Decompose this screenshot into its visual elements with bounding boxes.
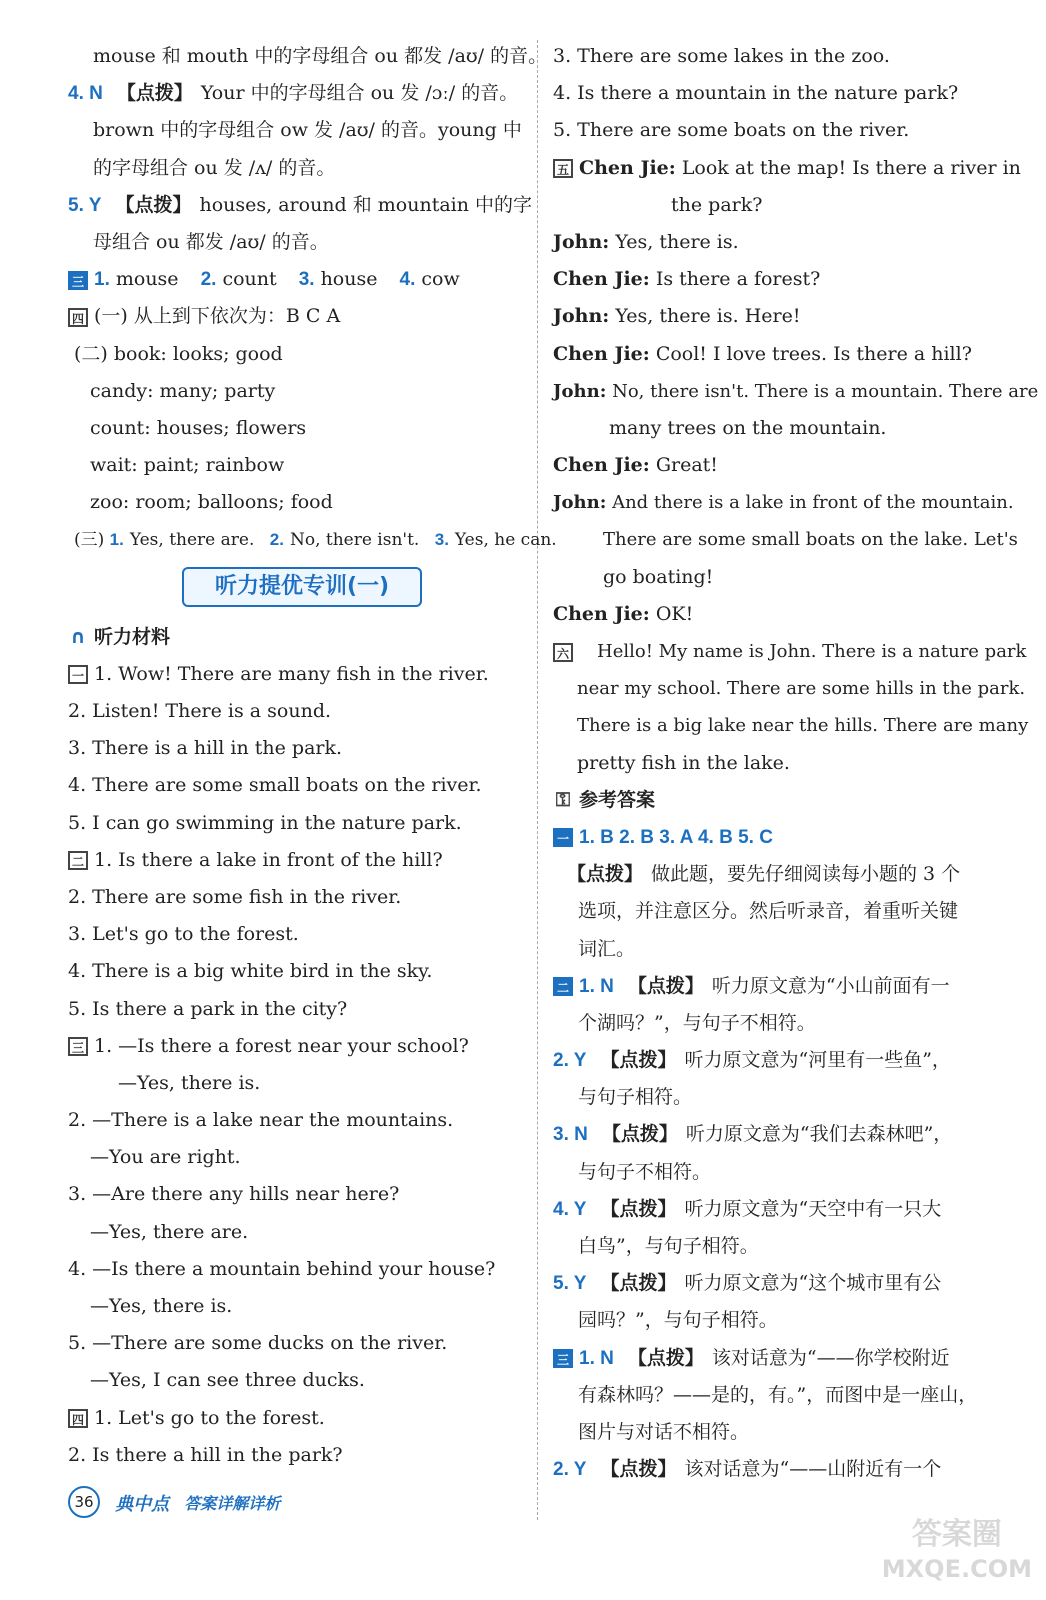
watermark-top: 答案圈 (911, 1517, 1002, 1552)
answer-item (553, 819, 1005, 856)
text-line: zoo: room; balloons; food (90, 491, 333, 514)
answer-item (553, 1265, 1005, 1302)
answer-number: 1. N (579, 1347, 614, 1369)
answer-item (553, 968, 1005, 1005)
answer-number: 2. Y (553, 1459, 587, 1481)
list-item: —Yes, there is. (90, 1295, 233, 1317)
list-item (68, 1400, 523, 1437)
speaker: Chen Jie: (553, 454, 650, 477)
hint-tag: 【点拨】 (600, 1197, 677, 1220)
dialogue-text: No, there isn't. There is a mountain. There are (612, 380, 1039, 402)
speaker: John: (553, 230, 610, 253)
watermark (882, 1518, 1032, 1586)
answer-number: 5. Y (553, 1273, 587, 1295)
banner-title: 听力提优专训(一) (182, 567, 422, 607)
item-text: 1. Wow! There are many fish in the river. (94, 662, 489, 685)
dialogue-line (553, 373, 1039, 410)
column-divider (537, 40, 538, 1520)
text-line: 母组合 ou 都发 /aʊ/ 的音。 (93, 230, 329, 253)
answer-number: 3. N (553, 1124, 588, 1146)
section-banner (182, 563, 418, 613)
dialogue-text: Yes, there is. (615, 230, 739, 253)
list-item: 2. Listen! There is a sound. (68, 700, 332, 722)
hint-tag: 【点拨】 (600, 1458, 677, 1481)
list-item: 5. There are some boats on the river. (553, 119, 910, 142)
answer-text: No, there isn't. (289, 530, 420, 551)
list-item: 3. There is a hill in the park. (68, 737, 343, 760)
list-item: 3. Let's go to the forest. (68, 923, 299, 946)
text-line: 园吗？”，与句子相符。 (578, 1309, 778, 1332)
speaker: Chen Jie: (553, 602, 650, 625)
list-item: 3. There are some lakes in the zoo. (553, 45, 890, 67)
list-item: 4. —Is there a mountain behind your house? (68, 1257, 496, 1280)
dialogue-text: OK! (655, 602, 694, 625)
passage-text: Hello! My name is John. There is a nature park (597, 641, 1027, 662)
dialogue-line: many trees on the mountain. (609, 416, 887, 439)
answer-number: 3. (434, 530, 449, 550)
speaker: Chen Jie: (553, 342, 650, 365)
answer-item (553, 1116, 1005, 1153)
dialogue-line: go boating! (603, 565, 714, 588)
dialogue-line (553, 224, 1005, 261)
answer-text: 该对话意为“——山附近有一个 (684, 1458, 942, 1481)
answer-text: Yes, there are. (129, 530, 255, 551)
section-one-icon: 一 (553, 828, 573, 847)
dialogue-line (553, 261, 1005, 298)
dialogue-text: And there is a lake in front of the mountain. (612, 492, 1014, 514)
page-number: 36 (68, 1486, 100, 1518)
text-line: count: houses; flowers (90, 416, 307, 439)
section-five-icon: 五 (553, 159, 573, 178)
section-two-icon: 二 (553, 977, 573, 996)
key-icon: ⚿ (555, 788, 571, 811)
text-line: mouse 和 mouth 中的字母组合 ou 都发 /aʊ/ 的音。 (93, 45, 548, 67)
text-line: 个湖吗？”，与句子不相符。 (578, 1011, 816, 1034)
answer-text: Your 中的字母组合 ou 发 /ɔː/ 的音。 (200, 82, 519, 105)
hint-tag: 【点拨】 (627, 974, 704, 997)
list-item: 5. I can go swimming in the nature park. (68, 811, 462, 834)
hint-tag: 【点拨】 (601, 1123, 678, 1146)
section-one-icon: 一 (68, 665, 88, 684)
answer-text: 听力原文意为“我们去森林吧”， (685, 1123, 953, 1146)
answer-number: 3. (298, 269, 315, 291)
list-item: 2. There are some fish in the river. (68, 885, 402, 908)
answer-item (68, 187, 533, 224)
text-line: brown 中的字母组合 ow 发 /aʊ/ 的音。young 中 (93, 119, 522, 142)
passage-line: There is a big lake near the hills. There are many (577, 715, 1029, 737)
hint-tag: 【点拨】 (115, 193, 192, 216)
section-three-icon: 三 (553, 1349, 573, 1368)
section-three-icon: 三 (68, 1037, 88, 1056)
speaker: John: (553, 492, 607, 514)
speaker: John: (553, 380, 607, 402)
answer-number: 5. Y (68, 194, 102, 216)
text-line: 词汇。 (578, 937, 636, 960)
answer-number: 4. N (68, 83, 103, 105)
page-footer (68, 1486, 280, 1516)
left-column (68, 38, 557, 1474)
answer-text: 听力原文意为“这个城市里有公 (684, 1272, 942, 1295)
answer-text: 听力原文意为“天空中有一只大 (684, 1197, 942, 1220)
answer-text: cow (421, 268, 460, 291)
item-text: 1. —Is there a forest near your school? (94, 1034, 469, 1057)
answer-number: 4. (399, 269, 416, 291)
dialogue-line (553, 336, 1005, 373)
listening-heading (68, 619, 523, 656)
answer-number: 1. N (579, 975, 614, 997)
list-item: 5. —There are some ducks on the river. (68, 1332, 448, 1355)
answer-number: 2. (269, 530, 284, 550)
speaker: John: (553, 305, 610, 328)
list-item: 3. —Are there any hills near here? (68, 1183, 400, 1206)
list-item (68, 842, 523, 879)
answer-text: count (222, 268, 277, 291)
dialogue-line (553, 150, 1021, 187)
answer-number: 1. (94, 269, 110, 291)
footer-subtitle: 答案详解详析 (184, 1494, 281, 1513)
text-line: 白鸟”，与句子相符。 (578, 1235, 759, 1257)
dialogue-text: Cool! I love trees. Is there a hill? (655, 342, 972, 365)
section-two-icon: 二 (68, 851, 88, 870)
dialogue-text: Is there a forest? (655, 268, 821, 291)
answer-text: 听力原文意为“河里有一些鱼”， (684, 1049, 951, 1072)
answer-prefix: (三) (74, 530, 105, 551)
right-column (553, 38, 1039, 1488)
headphones-icon: ∩ (70, 625, 86, 648)
answer-item (68, 521, 557, 558)
list-item: 4. There are some small boats on the river. (68, 774, 482, 797)
list-item: 2. Is there a hill in the park? (68, 1443, 343, 1466)
answer-item (553, 1191, 1005, 1228)
list-item: —Yes, there are. (90, 1220, 249, 1243)
item-text: 1. Is there a lake in front of the hill? (94, 848, 443, 871)
list-item: 4. Is there a mountain in the nature park? (553, 82, 959, 105)
speaker: Chen Jie: (553, 268, 650, 291)
text-line: 的字母组合 ou 发 /ʌ/ 的音。 (93, 156, 336, 179)
item-text: 1. Let's go to the forest. (94, 1406, 325, 1429)
text-line: (二) book: looks; good (74, 342, 283, 365)
text-line: candy: many; party (90, 379, 276, 402)
answer-number: 4. Y (553, 1198, 587, 1220)
hint-tag: 【点拨】 (600, 1272, 677, 1295)
text-line: wait: paint; rainbow (90, 454, 285, 477)
list-item: 5. Is there a park in the city? (68, 997, 348, 1020)
answer-text: house (320, 268, 378, 291)
dialogue-text: Great! (655, 454, 718, 477)
answer-number: 2. (200, 269, 217, 291)
list-item: —You are right. (90, 1146, 241, 1169)
answer-item (68, 261, 523, 298)
answer-number: 2. Y (553, 1050, 587, 1072)
answer-text: houses, around 和 mountain 中的字 (199, 193, 533, 216)
answer-text: 听力原文意为“小山前面有一 (711, 974, 950, 997)
text-line: 选项，并注意区分。然后听录音，着重听关键 (578, 900, 959, 923)
answer-item (553, 1451, 1005, 1488)
dialogue-line: There are some small boats on the lake. Let's (603, 529, 1018, 551)
dialogue-line (553, 447, 1005, 484)
answer-text: Yes, he can. (454, 530, 557, 551)
hint-tag: 【点拨】 (116, 82, 193, 105)
dialogue-line (553, 298, 1005, 335)
list-item (68, 1028, 523, 1065)
answer-item (68, 75, 523, 112)
heading-text: 参考答案 (579, 788, 656, 811)
hint-tag: 【点拨】 (600, 1049, 677, 1072)
passage-line: near my school. There are some hills in the park. (577, 678, 1026, 700)
text-line: 有森林吗？——是的，有。”，而图中是一座山， (578, 1383, 978, 1406)
list-item: 4. There is a big white bird in the sky. (68, 960, 433, 983)
answer-text: 做此题，要先仔细阅读每小题的 3 个 (651, 863, 961, 886)
dialogue-line (553, 596, 1005, 633)
list-item: —Yes, I can see three ducks. (90, 1369, 365, 1392)
section-four-icon: 四 (68, 308, 88, 327)
section-six-icon: 六 (553, 643, 573, 662)
text-line: 与句子相符。 (578, 1086, 693, 1109)
answer-item (553, 1042, 1005, 1079)
dialogue-line: the park? (671, 193, 763, 216)
answer-item (68, 298, 523, 335)
hint-tag: 【点拨】 (627, 1346, 704, 1369)
heading-text: 听力材料 (94, 625, 171, 648)
dialogue-text: Yes, there is. Here! (615, 305, 801, 328)
dialogue-text: Look at the map! Is there a river in (681, 156, 1021, 179)
answer-item (553, 1340, 1005, 1377)
answer-text: 该对话意为“——你学校附近 (711, 1346, 950, 1369)
text-line: 图片与对话不相符。 (578, 1420, 750, 1443)
dialogue-line (553, 484, 1014, 521)
answer-text: mouse (115, 268, 179, 291)
section-four-icon: 四 (68, 1409, 88, 1428)
answer-number: 1. (109, 530, 124, 550)
list-item: 2. —There is a lake near the mountains. (68, 1109, 454, 1132)
passage-line: pretty fish in the lake. (577, 751, 790, 774)
answer-list: 1. B 2. B 3. A 4. B 5. C (579, 826, 773, 848)
hint-tag: 【点拨】 (567, 863, 644, 886)
list-item (68, 656, 523, 693)
list-item: —Yes, there is. (118, 1071, 261, 1094)
speaker: Chen Jie: (579, 156, 676, 179)
text-line: 与句子不相符。 (578, 1160, 712, 1183)
section-three-icon: 三 (68, 271, 88, 290)
answer-text: (一) 从上到下依次为：B C A (94, 305, 341, 328)
passage-line (553, 633, 1027, 670)
watermark-bottom: MXQE.COM (881, 1555, 1032, 1583)
brand-logo: 典中点 (115, 1493, 170, 1515)
answers-heading (553, 782, 1005, 819)
answer-item (553, 856, 1005, 893)
